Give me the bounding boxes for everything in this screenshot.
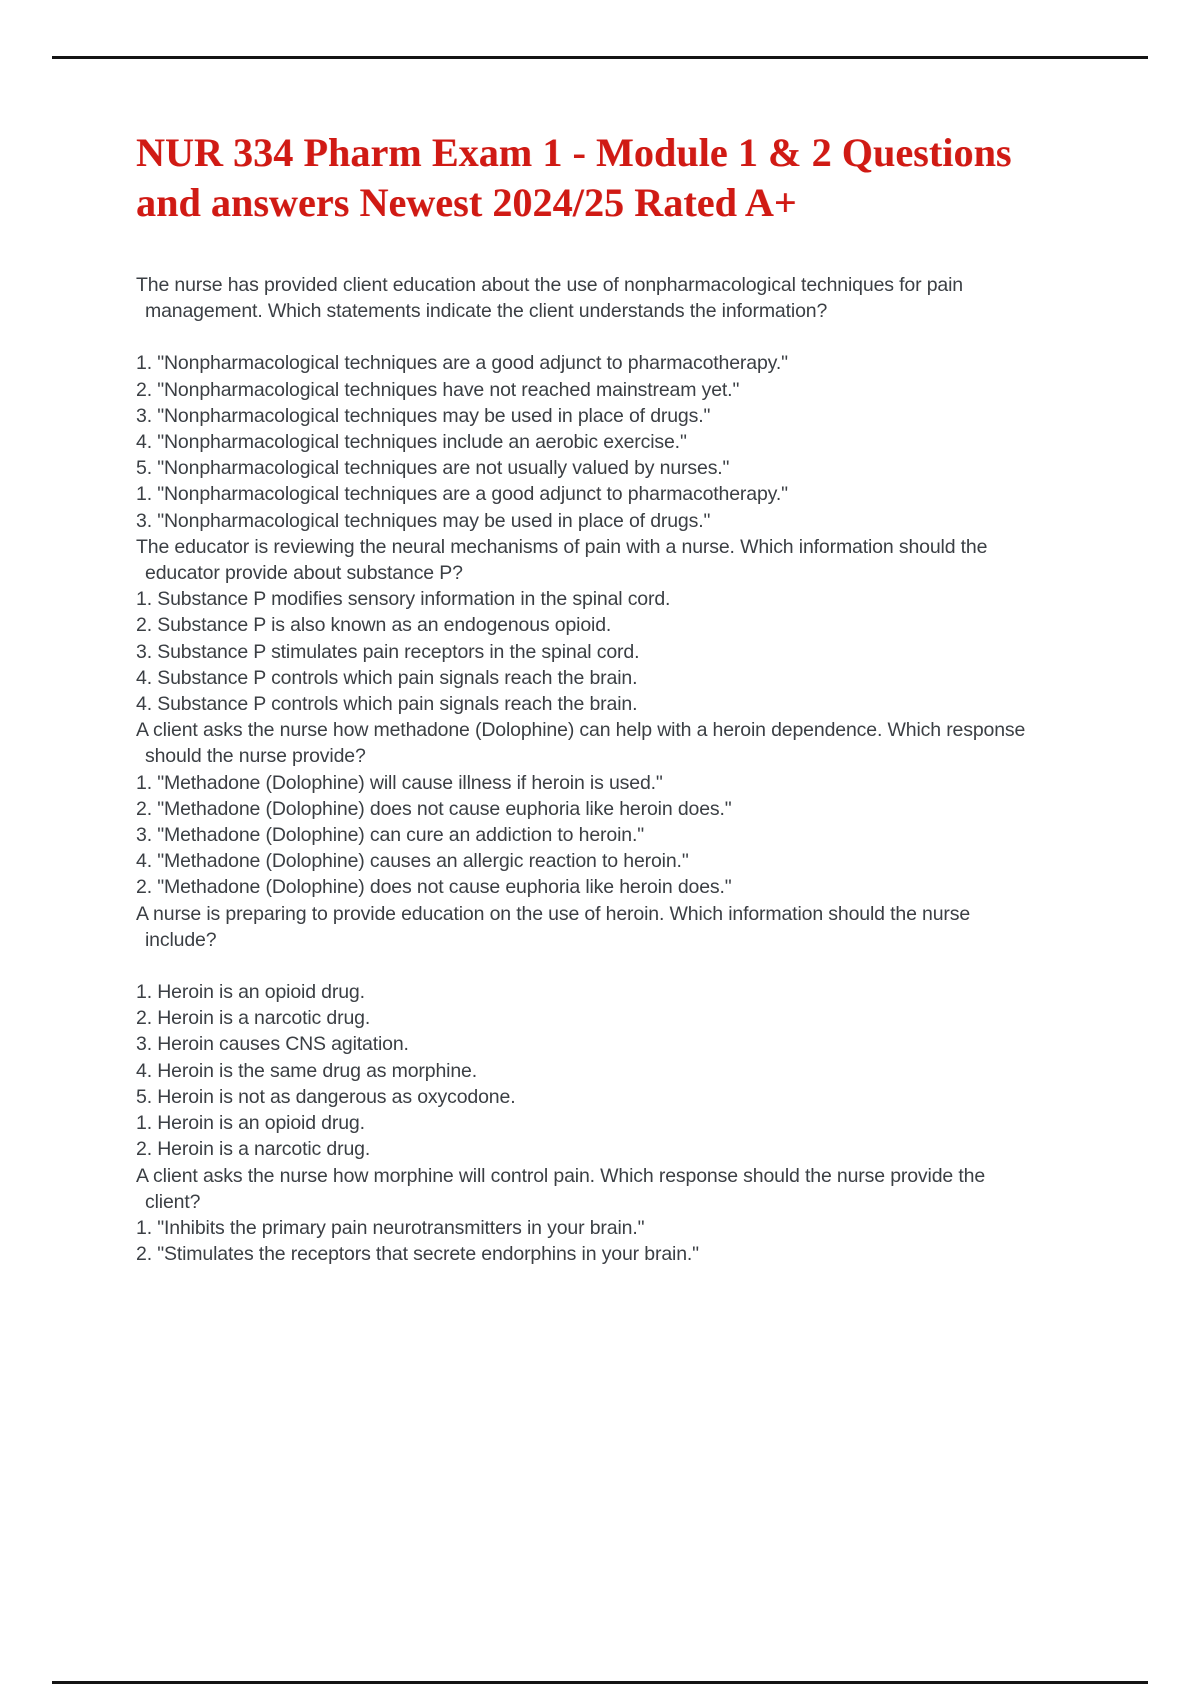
answer-option: 2. Heroin is a narcotic drug. — [136, 1007, 371, 1030]
page-bottom-rule — [52, 1681, 1148, 1684]
answer-option: 1. Heroin is an opioid drug. — [136, 981, 365, 1004]
answer-option: 4. Substance P controls which pain signals reach the brain. — [136, 666, 638, 689]
answer-option: 1. "Nonpharmacological techniques are a good adjunct to pharmacotherapy." — [136, 483, 788, 506]
page-top-rule — [52, 56, 1148, 59]
answer-option: 1. "Nonpharmacological techniques are a good adjunct to pharmacotherapy." — [136, 352, 788, 375]
blank-line — [136, 953, 1026, 979]
page-title: NUR 334 Pharm Exam 1 - Module 1 & 2 Questions and answers Newest 2024/25 Rated A+ — [136, 130, 1012, 225]
blank-line — [136, 324, 1026, 350]
answer-option: 1. "Inhibits the primary pain neurotransmitters in your brain." — [136, 1216, 645, 1239]
answer-option: 2. Heroin is a narcotic drug. — [136, 1138, 371, 1161]
question-stem: The educator is reviewing the neural mechanisms of pain with a nurse. Which information should the educator provide about substance P? — [136, 535, 988, 585]
answer-option: 4. "Nonpharmacological techniques include an aerobic exercise." — [136, 431, 687, 454]
answer-option: 3. "Nonpharmacological techniques may be used in place of drugs." — [136, 404, 711, 427]
answer-option: 5. Heroin is not as dangerous as oxycodone. — [136, 1085, 516, 1108]
answer-option: 4. Heroin is the same drug as morphine. — [136, 1059, 477, 1082]
question-stem: A client asks the nurse how methadone (Dolophine) can help with a heroin dependence. Which response should the nurse provide? — [136, 719, 1026, 768]
answer-option: 3. Substance P stimulates pain receptors in the spinal cord. — [136, 640, 640, 663]
answer-option: 2. "Nonpharmacological techniques have not reached mainstream yet." — [136, 378, 740, 401]
answer-option: 2. "Stimulates the receptors that secrete endorphins in your brain." — [136, 1243, 699, 1266]
answer-option: 2. "Methadone (Dolophine) does not cause euphoria like heroin does." — [136, 876, 732, 899]
document-content — [136, 128, 1026, 1267]
answer-option: 1. "Methadone (Dolophine) will cause illness if heroin is used." — [136, 771, 663, 794]
answer-option: 1. Substance P modifies sensory information in the spinal cord. — [136, 588, 671, 611]
answer-option: 3. Heroin causes CNS agitation. — [136, 1033, 409, 1056]
answer-option: 3. "Nonpharmacological techniques may be used in place of drugs." — [136, 509, 711, 532]
answer-option: 4. Substance P controls which pain signals reach the brain. — [136, 693, 638, 716]
answer-option: 2. Substance P is also known as an endogenous opioid. — [136, 614, 612, 637]
answer-option: 2. "Methadone (Dolophine) does not cause euphoria like heroin does." — [136, 797, 732, 820]
answer-option: 3. "Methadone (Dolophine) can cure an addiction to heroin." — [136, 824, 644, 847]
answer-option: 5. "Nonpharmacological techniques are not usually valued by nurses." — [136, 457, 730, 480]
question-stem: A nurse is preparing to provide education on the use of heroin. Which information should the nurse include? — [136, 902, 971, 951]
answer-option: 1. Heroin is an opioid drug. — [136, 1112, 365, 1135]
question-list — [136, 272, 1026, 1267]
question-stem: A client asks the nurse how morphine will control pain. Which response should the nurse provide the client? — [136, 1164, 986, 1213]
question-stem: The nurse has provided client education about the use of nonpharmacological techniques for pain management. Which statements indicate the client understands the information? — [136, 274, 963, 323]
answer-option: 4. "Methadone (Dolophine) causes an allergic reaction to heroin." — [136, 850, 689, 873]
